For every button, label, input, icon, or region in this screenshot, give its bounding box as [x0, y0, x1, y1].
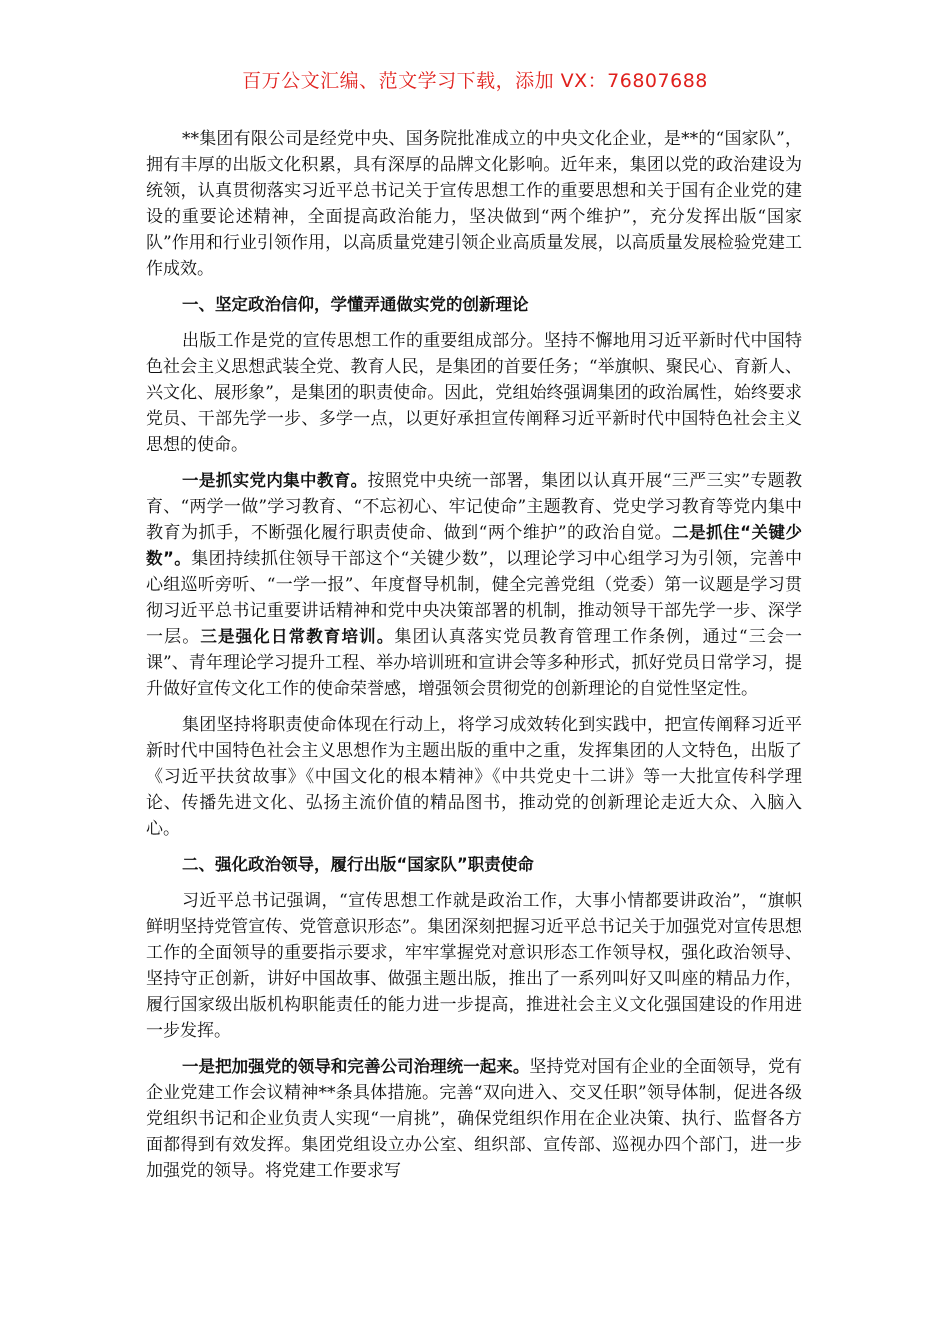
intro-paragraph: **集团有限公司是经党中央、国务院批准成立的中央文化企业，是**的“国家队”，拥有丰厚的出版文化积累，具有深厚的品牌文化影响。近年来，集团以党的政治建设为统领，认真贯彻落实习近平总书记关于宣传思想工作的重要思想和关于国有企业党的建设的重要论述精神，全面提高政治能力，坚决做到“两个维护”，充分发挥出版“国家队”作用和行业引领作用，以高质量党建引领企业高质量发展，以高质量发展检验党建工作成效。: [146, 129, 802, 279]
section-1-paragraph-3: 集团坚持将职责使命体现在行动上，将学习成效转化到实践中，把宣传阐释习近平新时代中国特色社会主义思想作为主题出版的重中之重，发挥集团的人文特色，出版了《习近平扶贫故事》《中国文化的根本精神》《中共党史十二讲》等一大批宣传科学理论、传播先进文化、弘扬主流价值的精品图书，推动党的创新理论走近大众、入脑入心。: [146, 715, 802, 839]
watermark-header: 百万公文汇编、范文学习下载，添加 VX：76807688: [242, 70, 708, 92]
point-2-lead: 二是抓住“关键少数”。: [146, 523, 802, 568]
section-1-paragraph-1: 出版工作是党的宣传思想工作的重要组成部分。坚持不懈地用习近平新时代中国特色社会主义思想武装全党、教育人民，是集团的首要任务；“举旗帜、聚民心、育新人、兴文化、展形象”，是集团的职责使命。因此，党组始终强调集团的政治属性，始终要求党员、干部先学一步、多学一点，以更好承担宣传阐释习近平新时代中国特色社会主义思想的使命。: [146, 331, 802, 455]
document-body: [146, 126, 802, 1194]
section-1-heading: 一、坚定政治信仰，学懂弄通做实党的创新理论: [182, 295, 529, 314]
section-2-paragraph-2: [146, 1054, 802, 1184]
section-2-heading: 二、强化政治领导，履行出版“国家队”职责使命: [182, 855, 534, 874]
section-2-point-1-lead: 一是把加强党的领导和完善公司治理统一起来。: [182, 1057, 530, 1076]
section-2-paragraph-1: 习近平总书记强调，“宣传思想工作就是政治工作，大事小情都要讲政治”，“旗帜鲜明坚持党管宣传、党管意识形态”。集团深刻把握习近平总书记关于加强党对宣传思想工作的全面领导的重要指示要求，牢牢掌握党对意识形态工作领导权，强化政治领导、坚持守正创新，讲好中国故事、做强主题出版，推出了一系列叫好又叫座的精品力作，履行国家级出版机构职能责任的能力进一步提高，推进社会主义文化强国建设的作用进一步发挥。: [146, 891, 802, 1041]
section-1-paragraph-2: [146, 468, 802, 702]
point-1-text: 按照党中央统一部署，集团以认真开展“三严三实”专题教育、“两学一做”学习教育、“不忘初心、牢记使命”主题教育、党史学习教育等党内集中教育为抓手，不断强化履行职责使命、做到“两个维护”的政治自觉。: [146, 471, 803, 543]
point-3-text: 集团认真落实党员教育管理工作条例，通过“三会一课”、青年理论学习提升工程、举办培训班和宣讲会等多种形式，抓好党员日常学习，提升做好宣传文化工作的使命荣誉感，增强领会贯彻党的创新理论的自觉性坚定性。: [146, 627, 802, 699]
point-2-text: 集团持续抓住领导干部这个“关键少数”，以理论学习中心组学习为引领，完善中心组巡听旁听、“一学一报”、年度督导机制，健全完善党组（党委）第一议题是学习贯彻习近平总书记重要讲话精神和党中央决策部署的机制，推动领导干部先学一步、深学一层。: [146, 549, 802, 647]
point-1-lead: 一是抓实党内集中教育。: [182, 471, 368, 490]
point-3-lead: 三是强化日常教育培训。: [200, 627, 395, 646]
section-2-point-1-text: 坚持党对国有企业的全面领导，党有企业党建工作会议精神**条具体措施。完善“双向进入、交叉任职”领导体制，促进各级党组织书记和企业负责人实现“一肩挑”，确保党组织作用在企业决策、执行、监督各方面都得到有效发挥。集团党组设立办公室、组织部、宣传部、巡视办四个部门，进一步加强党的领导。将党建工作要求写: [146, 1057, 802, 1181]
